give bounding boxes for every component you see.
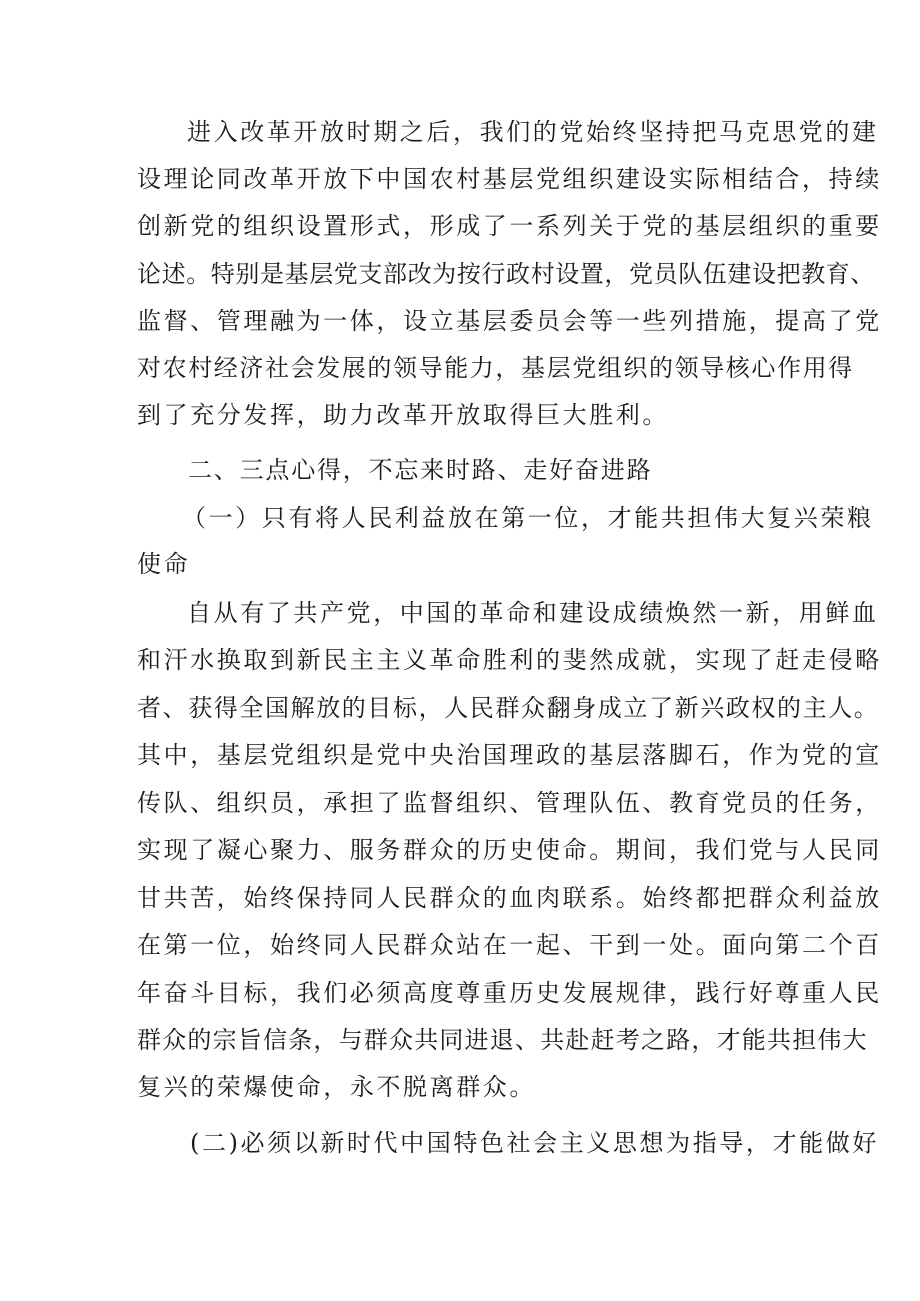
text-line: 实现了凝心聚力、服务群众的历史使命。期间，我们党与人民同 bbox=[137, 836, 882, 864]
text-line: 论述。特别是基层党支部改为按行政村设置，党员队伍建设把教育、 bbox=[137, 260, 875, 288]
text-line: 对农村经济社会发展的领导能力，基层党组织的领导核心作用得 bbox=[137, 354, 854, 382]
text-line: 在第一位，始终同人民群众站在一起、干到一处。面向第二个百 bbox=[137, 931, 882, 959]
subsection-heading: (二)必须以新时代中国特色社会主义思想为指导，才能做好 bbox=[190, 1129, 879, 1157]
text-line: 传队、组织员，承担了监督组织、管理队伍、教育党员的任务， bbox=[137, 789, 882, 817]
subsection-heading-continuation: 使命 bbox=[137, 550, 191, 578]
section-heading: 二、三点心得，不忘来时路、走好奋进路 bbox=[188, 456, 653, 484]
text-line: 年奋斗目标，我们必须高度尊重历史发展规律，践行好尊重人民 bbox=[137, 979, 882, 1007]
text-line: 其中，基层党组织是党中央治国理政的基层落脚石，作为党的宣 bbox=[137, 741, 882, 769]
text-line: 自从有了共产党，中国的革命和建设成绩焕然一新，用鲜血 bbox=[187, 599, 879, 627]
text-line: 设理论同改革开放下中国农村基层党组织建设实际相结合，持续 bbox=[137, 165, 882, 193]
text-line: 甘共苦，始终保持同人民群众的血肉联系。始终都把群众利益放 bbox=[137, 884, 882, 912]
text-line: 监督、管理融为一体，设立基层委员会等一些列措施，提高了党 bbox=[137, 307, 882, 335]
text-line: 者、获得全国解放的目标，人民群众翻身成立了新兴政权的主人。 bbox=[137, 694, 880, 722]
text-line: 创新党的组织设置形式，形成了一系列关于党的基层组织的重要 bbox=[137, 212, 882, 240]
subsection-heading: （一）只有将人民利益放在第一位，才能共担伟大复兴荣粮 bbox=[182, 504, 874, 532]
text-line: 进入改革开放时期之后，我们的党始终坚持把马克思党的建 bbox=[187, 118, 879, 146]
text-line: 和汗水换取到新民主主义革命胜利的斐然成就，实现了赶走侵略 bbox=[137, 646, 882, 674]
text-line: 到了充分发挥，助力改革开放取得巨大胜利。 bbox=[137, 401, 669, 429]
text-line: 群众的宗旨信条，与群众共同进退、共赴赶考之路，才能共担伟大 bbox=[137, 1026, 868, 1054]
text-line: 复兴的荣爆使命，永不脱离群众。 bbox=[137, 1073, 536, 1101]
